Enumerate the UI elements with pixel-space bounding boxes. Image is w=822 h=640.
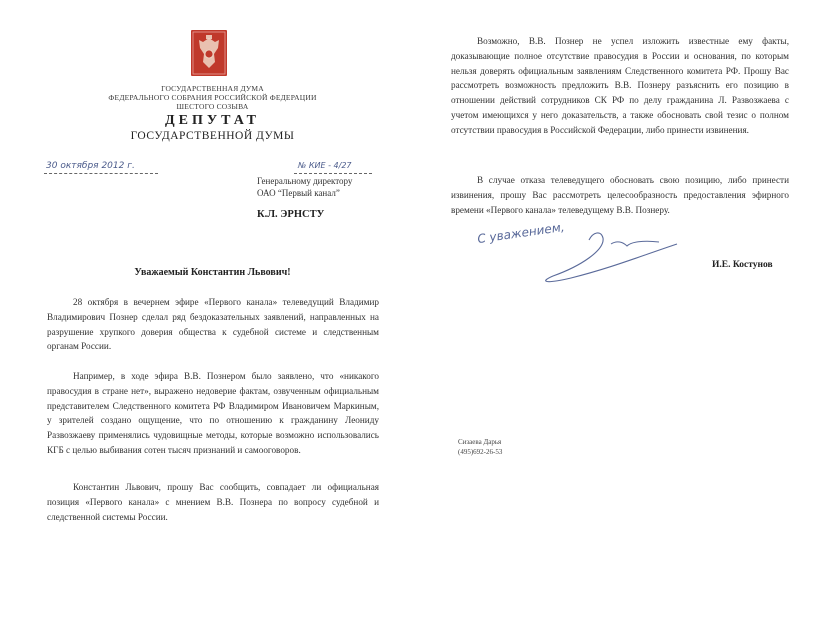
letterhead-title: ДЕПУТАТ [165,113,260,128]
paragraph: В случае отказа телеведущего обосновать свою позицию, либо принести извинения, прошу Вас рассмотреть целесообразность предоставления эфирного времени «Первого канала» телеведущему В.В. Познеру. [451,175,789,215]
signature-handwritten-text: С уважением, [476,219,566,247]
executor-name: Сизаева Дарья [458,438,502,446]
paragraph: Константин Львович, прошу Вас сообщить, совпадает ли официальная позиция «Первого канала» с мнением В.В. Познера по вопросу судебной и следственной системы России. [47,482,379,522]
letterhead-line-2: ФЕДЕРАЛЬНОГО СОБРАНИЯ РОССИЙСКОЙ ФЕДЕРАЦИИ [108,93,317,102]
number-underline [294,173,372,174]
addressee-company: ОАО “Первый канал” [257,188,340,198]
letter-date: 30 октября 2012 г. [46,161,135,171]
executor-phone: (495)692-26-53 [458,448,503,456]
letterhead-line-3: ШЕСТОГО СОЗЫВА [176,102,249,111]
letterhead-line-1: ГОСУДАРСТВЕННАЯ ДУМА [161,84,264,93]
letterhead-subtitle: ГОСУДАРСТВЕННОЙ ДУМЫ [130,130,295,142]
signatory-name: И.Е. Костунов [712,260,773,270]
paragraph: Возможно, В.В. Познер не успел изложить известные ему факты, доказывающие полное отсутствие правосудия в России и основания, по которым нельзя доверять официальным заявлениям Следственного комитета РФ. Прошу Вас рассмотреть возможность предложить В.В. Познеру разъяснить его позицию в отношении действий сотрудников СК РФ по делу гражданина Л. Развозжаева с учетом имеющихся у него доказательств, а также обосновать свой тезис о полном отсутствии правосудия в Российской Федерации, либо принести извинения. [451,36,789,135]
addressee-name: К.Л. ЭРНСТУ [257,209,325,220]
salutation: Уважаемый Константин Львович! [134,267,291,278]
paragraph: Например, в ходе эфира В.В. Познером было заявлено, что «никакого правосудия в стране нет», выражено недоверие фактам, озвученным официальным представителем Следственного комитета РФ Владимиром Ивановичем Маркиным, у зрителей создано ощущение, что по отношению к гражданину Леониду Развозжаеву применялись чудовищные методы, которые возможно использовались КГБ с целью выбивания сотен тысяч признаний и самооговоров. [47,371,379,455]
paragraph: 28 октября в вечернем эфире «Первого канала» телеведущий Владимир Владимирович Познер сделал ряд бездоказательных заявлений, направленных на разрушение хрупкого доверия общества к судебной системе и следственным органам России. [47,297,379,352]
letter-page-2 [411,0,822,640]
coat-of-arms-icon [191,30,227,76]
date-underline [44,173,158,174]
signature-scribble [531,222,681,288]
addressee-position: Генеральному директору [257,176,353,186]
letter-number: № КИЕ - 4/27 [298,161,352,170]
